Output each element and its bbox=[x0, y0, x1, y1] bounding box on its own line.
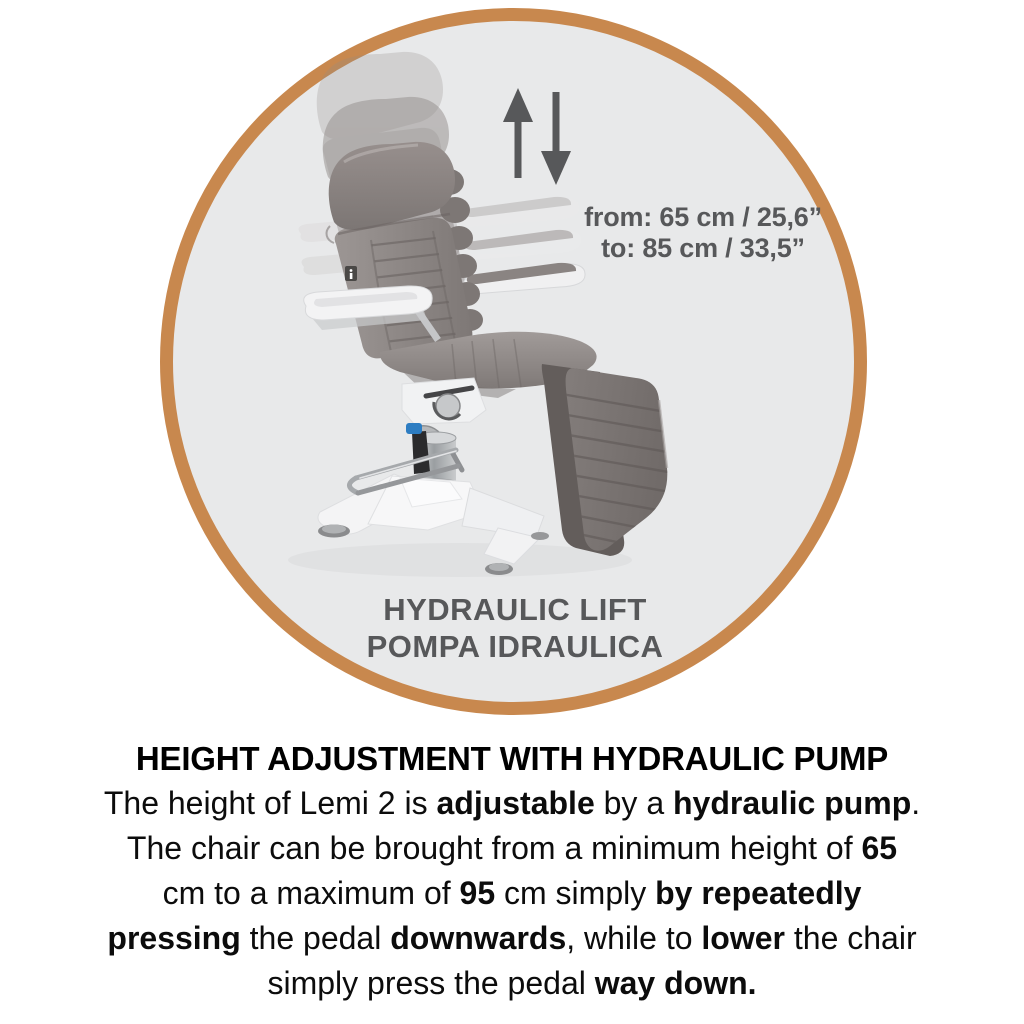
description-line: The chair can be brought from a minimum height of 65 bbox=[126, 830, 898, 866]
circle-caption bbox=[310, 591, 720, 665]
range-from-label: from: 65 cm / 25,6” bbox=[584, 202, 822, 232]
description-line: simply press the pedal way down. bbox=[267, 965, 757, 1001]
range-to-label: to: 85 cm / 33,5” bbox=[601, 233, 805, 263]
description-block bbox=[0, 736, 1024, 1006]
description-line: pressing the pedal downwards, while to lower the chair bbox=[107, 920, 917, 956]
description-line: The height of Lemi 2 is adjustable by a hydraulic pump. bbox=[103, 785, 921, 821]
height-range-label bbox=[548, 202, 858, 264]
description-heading: HEIGHT ADJUSTMENT WITH HYDRAULIC PUMP bbox=[135, 740, 889, 777]
description-lines bbox=[0, 781, 1024, 1006]
description-line: cm to a maximum of 95 cm simply by repeatedly bbox=[162, 875, 862, 911]
caption-line-it: POMPA IDRAULICA bbox=[366, 629, 664, 664]
caption-line-en: HYDRAULIC LIFT bbox=[383, 592, 647, 627]
